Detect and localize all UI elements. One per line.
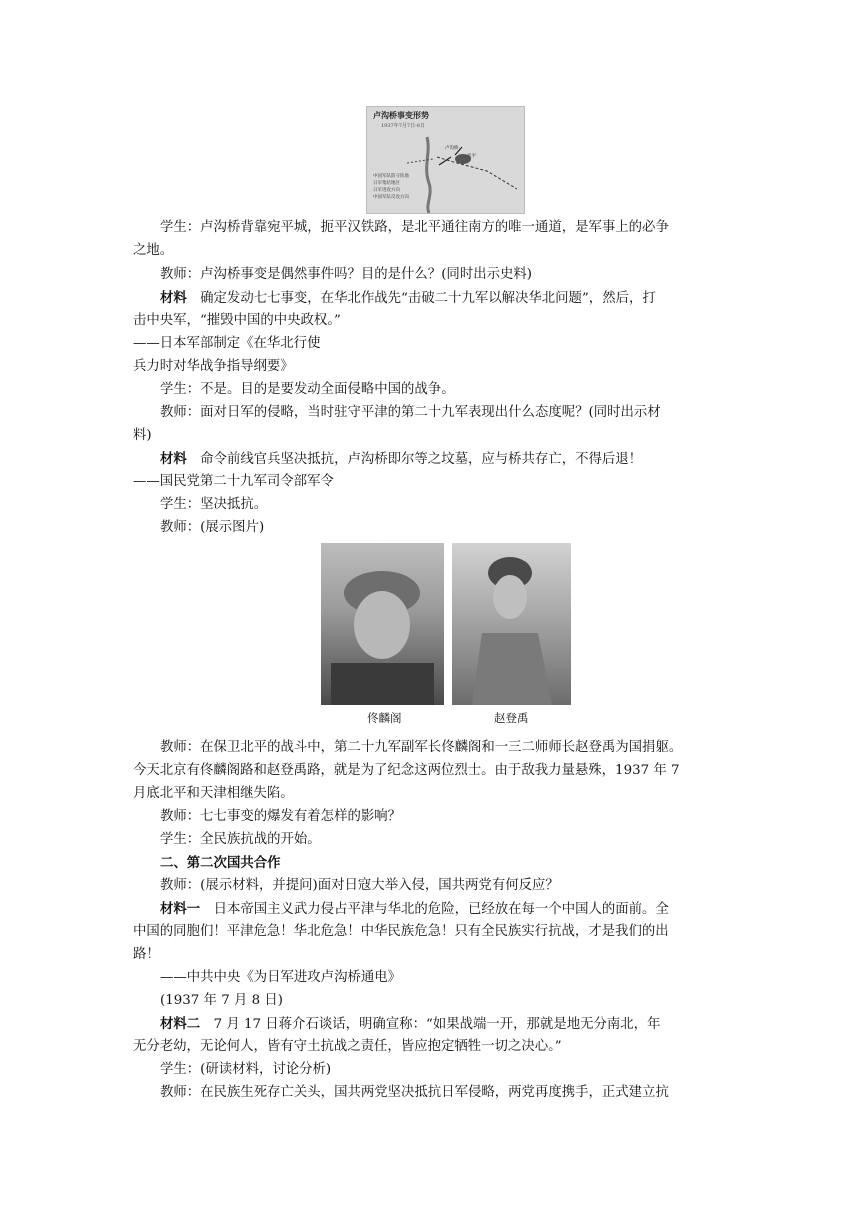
text-line: 之地。: [133, 243, 174, 258]
text-line: 学生：卢沟桥背靠宛平城，扼平汉铁路，是北平通往南方的唯一通道，是军事上的必争: [160, 220, 669, 235]
material-label: 材料: [160, 451, 187, 467]
lugouqiao-map: [366, 106, 525, 214]
material-text: 确定发动七七事变，在华北作战先“击破二十九军以解决华北问题”，然后，打: [200, 291, 656, 306]
photo-caption: 佟麟阁: [367, 711, 402, 725]
text-line: 学生：(研读材料，讨论分析): [160, 1062, 332, 1077]
map-legend: [373, 173, 409, 201]
text-line: 路！: [133, 947, 160, 962]
text-line: 教师：面对日军的侵略，当时驻守平津的第二十九军表现出什么态度呢？(同时出示材: [160, 405, 661, 420]
material-text: 命令前线官兵坚决抵抗，卢沟桥即尔等之坟墓，应与桥共存亡，不得后退！: [200, 452, 643, 467]
text-line: 兵力时对华战争指导纲要》: [133, 359, 294, 374]
map-legend-item: 中国军队防守阵地: [373, 174, 409, 179]
photo-caption: 赵登禹: [494, 711, 529, 725]
text-line: 学生：坚决抵抗。: [160, 497, 268, 512]
text-line: 中国的同胞们！平津危急！华北危急！中华民族危急！只有全民族实行抗战，才是我们的出: [133, 924, 669, 939]
map-legend-item: 日军进攻方向: [373, 188, 400, 193]
text-line: 教师：七七事变的爆发有着怎样的影响？: [160, 809, 402, 824]
text-line: 教师：卢沟桥事变是偶然事件吗？目的是什么？(同时出示史料): [160, 267, 532, 282]
material-text: 7 月 17 日蒋介石谈话，明确宣称：“如果战端一开，那就是地无分南北，年: [213, 1017, 661, 1032]
portrait-drawing: [452, 543, 571, 705]
map-legend-item: 日军集结地区: [373, 181, 400, 186]
text-line: 教师：(展示图片): [160, 520, 265, 535]
text-line: ——日本军部制定《在华北行使: [133, 336, 321, 351]
section-heading: 二、第二次国共合作: [160, 855, 281, 871]
material-label: 材料一: [160, 901, 201, 917]
text-line: ——中共中央《为日军进攻卢沟桥通电》: [160, 970, 402, 985]
text-line: 教师：(展示材料，并提问)面对日寇大举入侵，国共两党有何反应？: [160, 878, 559, 893]
text-line: 无分老幼，无论何人，皆有守土抗战之责任，皆应抱定牺牲一切之决心。”: [133, 1039, 562, 1054]
map-title: 卢沟桥事变形势: [373, 110, 429, 120]
material-text: 日本帝国主义武力侵占平津与华北的危险，已经放在每一个中国人的面前。全: [213, 902, 669, 917]
map-subtitle: 1937年7月7日-8日: [381, 123, 425, 129]
material-line: [160, 1014, 660, 1035]
text-line: 击中央军，“摧毁中国的中央政权。”: [133, 313, 341, 328]
photo-tong-linge: [321, 543, 444, 705]
text-line: 教师：在保卫北平的战斗中，第二十九军副军长佟麟阁和一三二师师长赵登禹为国捐躯。: [160, 740, 683, 755]
text-line: (1937 年 7 月 8 日): [160, 993, 284, 1008]
material-line: [160, 449, 642, 470]
portrait-drawing: [321, 543, 444, 705]
material-label: 材料: [160, 290, 187, 306]
text-line: 料): [133, 428, 152, 443]
map-label-lugouqiao: 卢沟桥: [445, 146, 459, 151]
material-label: 材料二: [160, 1016, 201, 1032]
text-line: 教师：在民族生死存亡关头，国共两党坚决抵抗日军侵略，两党再度携手，正式建立抗: [160, 1085, 669, 1100]
material-line: [160, 899, 669, 920]
text-line: 学生：全民族抗战的开始。: [160, 832, 321, 847]
map-label-wanping: 宛平: [467, 154, 476, 159]
text-line: 月底北平和天津相继失陷。: [133, 786, 294, 801]
photo-zhao-dengyu: [452, 543, 571, 705]
text-line: 今天北京有佟麟阁路和赵登禹路，就是为了纪念这两位烈士。由于敌我力量悬殊，1937 年 7: [133, 763, 680, 778]
text-line: 学生：不是。目的是要发动全面侵略中国的战争。: [160, 382, 455, 397]
material-line: [160, 288, 656, 309]
map-legend-item: 中国军队反攻方向: [373, 195, 409, 200]
text-line: ——国民党第二十九军司令部军令: [133, 474, 334, 489]
